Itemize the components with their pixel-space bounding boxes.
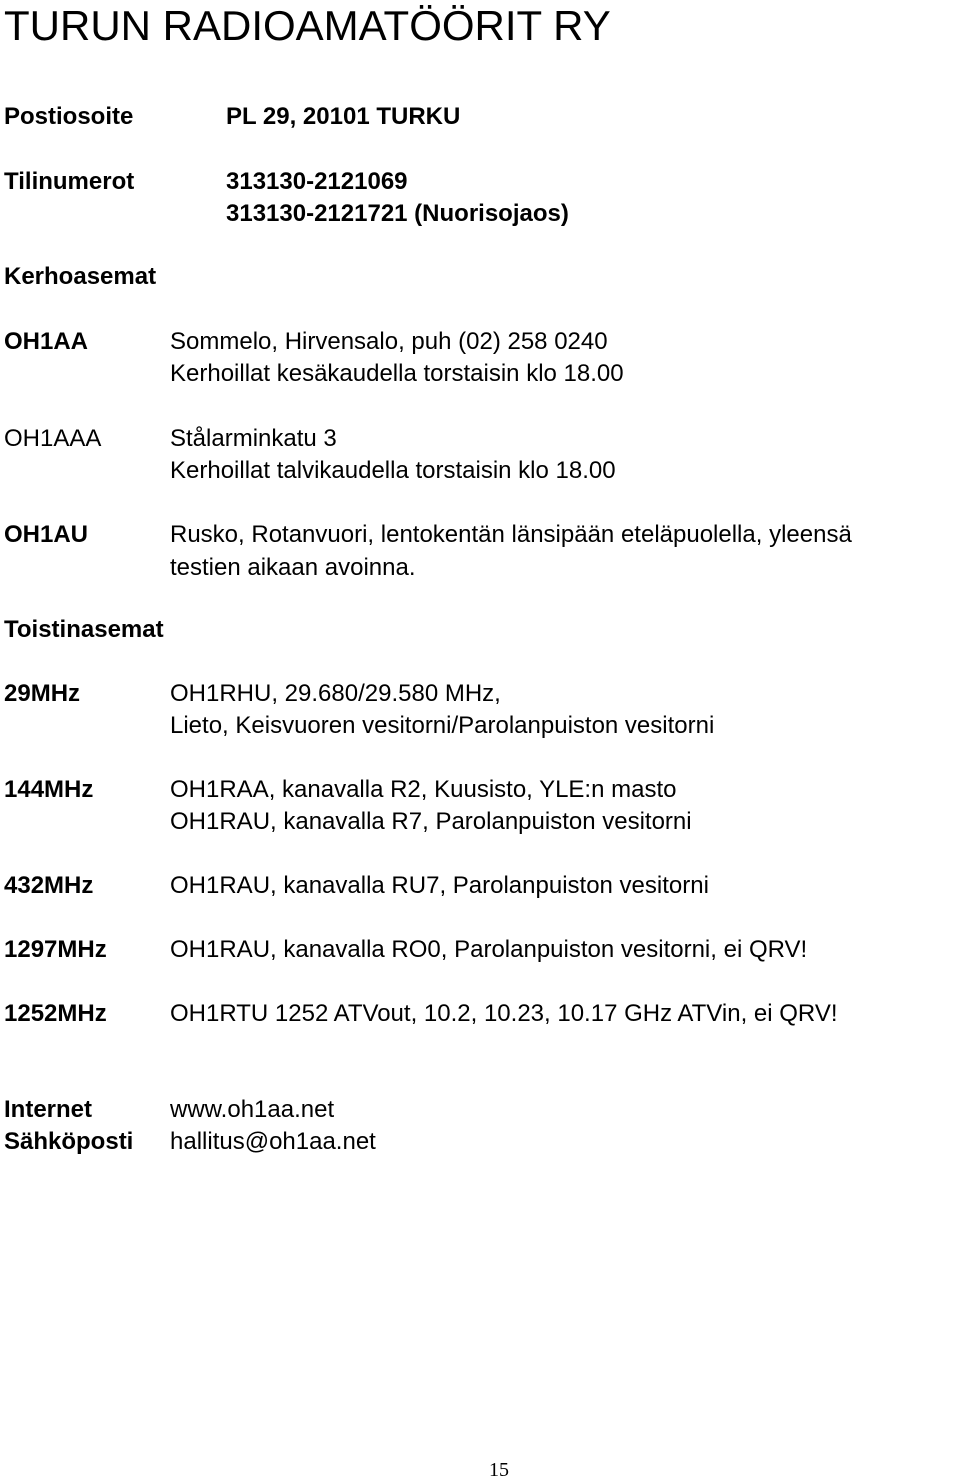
account-number: 313130-2121721 (Nuorisojaos) — [226, 200, 569, 227]
postal-label: Postiosoite — [4, 103, 134, 130]
repeater-detail: OH1RAU, kanavalla R7, Parolanpuiston vesitorni — [170, 808, 692, 835]
station-detail: Kerhoillat talvikaudella torstaisin klo 18.00 — [170, 457, 616, 484]
email-label: Sähköposti — [4, 1128, 134, 1155]
repeater-detail: OH1RAA, kanavalla R2, Kuusisto, YLE:n masto — [170, 776, 677, 803]
station-detail: Kerhoillat kesäkaudella torstaisin klo 18.00 — [170, 360, 624, 387]
internet-label: Internet — [4, 1096, 93, 1123]
repeater-detail: Lieto, Keisvuoren vesitorni/Parolanpuiston vesitorni — [170, 712, 715, 739]
station-callsign: OH1AAA — [4, 425, 102, 452]
club-stations-heading: Kerhoasemat — [4, 263, 157, 290]
station-detail: Sommelo, Hirvensalo, puh (02) 258 0240 — [170, 328, 608, 355]
station-detail: Rusko, Rotanvuori, lentokentän länsipään eteläpuolella, yleensä — [170, 521, 852, 548]
repeater-detail: OH1RTU 1252 ATVout, 10.2, 10.23, 10.17 GHz ATVin, ei QRV! — [170, 1000, 838, 1027]
repeater-band: 1252MHz — [4, 1000, 107, 1027]
email-link[interactable]: hallitus@oh1aa.net — [170, 1128, 376, 1155]
page-title: TURUN RADIOAMATÖÖRIT RY — [4, 2, 611, 49]
repeater-band: 144MHz — [4, 776, 94, 803]
station-detail: testien aikaan avoinna. — [170, 554, 416, 581]
account-number: 313130-2121069 — [226, 168, 408, 195]
repeater-detail: OH1RAU, kanavalla RU7, Parolanpuiston vesitorni — [170, 872, 709, 899]
repeater-band: 29MHz — [4, 680, 81, 707]
station-detail: Stålarminkatu 3 — [170, 425, 337, 452]
page-number: 15 — [489, 1459, 509, 1481]
station-callsign: OH1AA — [4, 328, 89, 355]
station-callsign: OH1AU — [4, 521, 89, 548]
repeater-detail: OH1RAU, kanavalla RO0, Parolanpuiston vesitorni, ei QRV! — [170, 936, 808, 963]
accounts-label: Tilinumerot — [4, 168, 135, 195]
repeater-detail: OH1RHU, 29.680/29.580 MHz, — [170, 680, 501, 707]
repeater-band: 1297MHz — [4, 936, 107, 963]
postal-value: PL 29, 20101 TURKU — [226, 103, 461, 130]
repeaters-heading: Toistinasemat — [4, 616, 164, 643]
repeater-band: 432MHz — [4, 872, 94, 899]
website-link[interactable]: www.oh1aa.net — [170, 1096, 335, 1123]
